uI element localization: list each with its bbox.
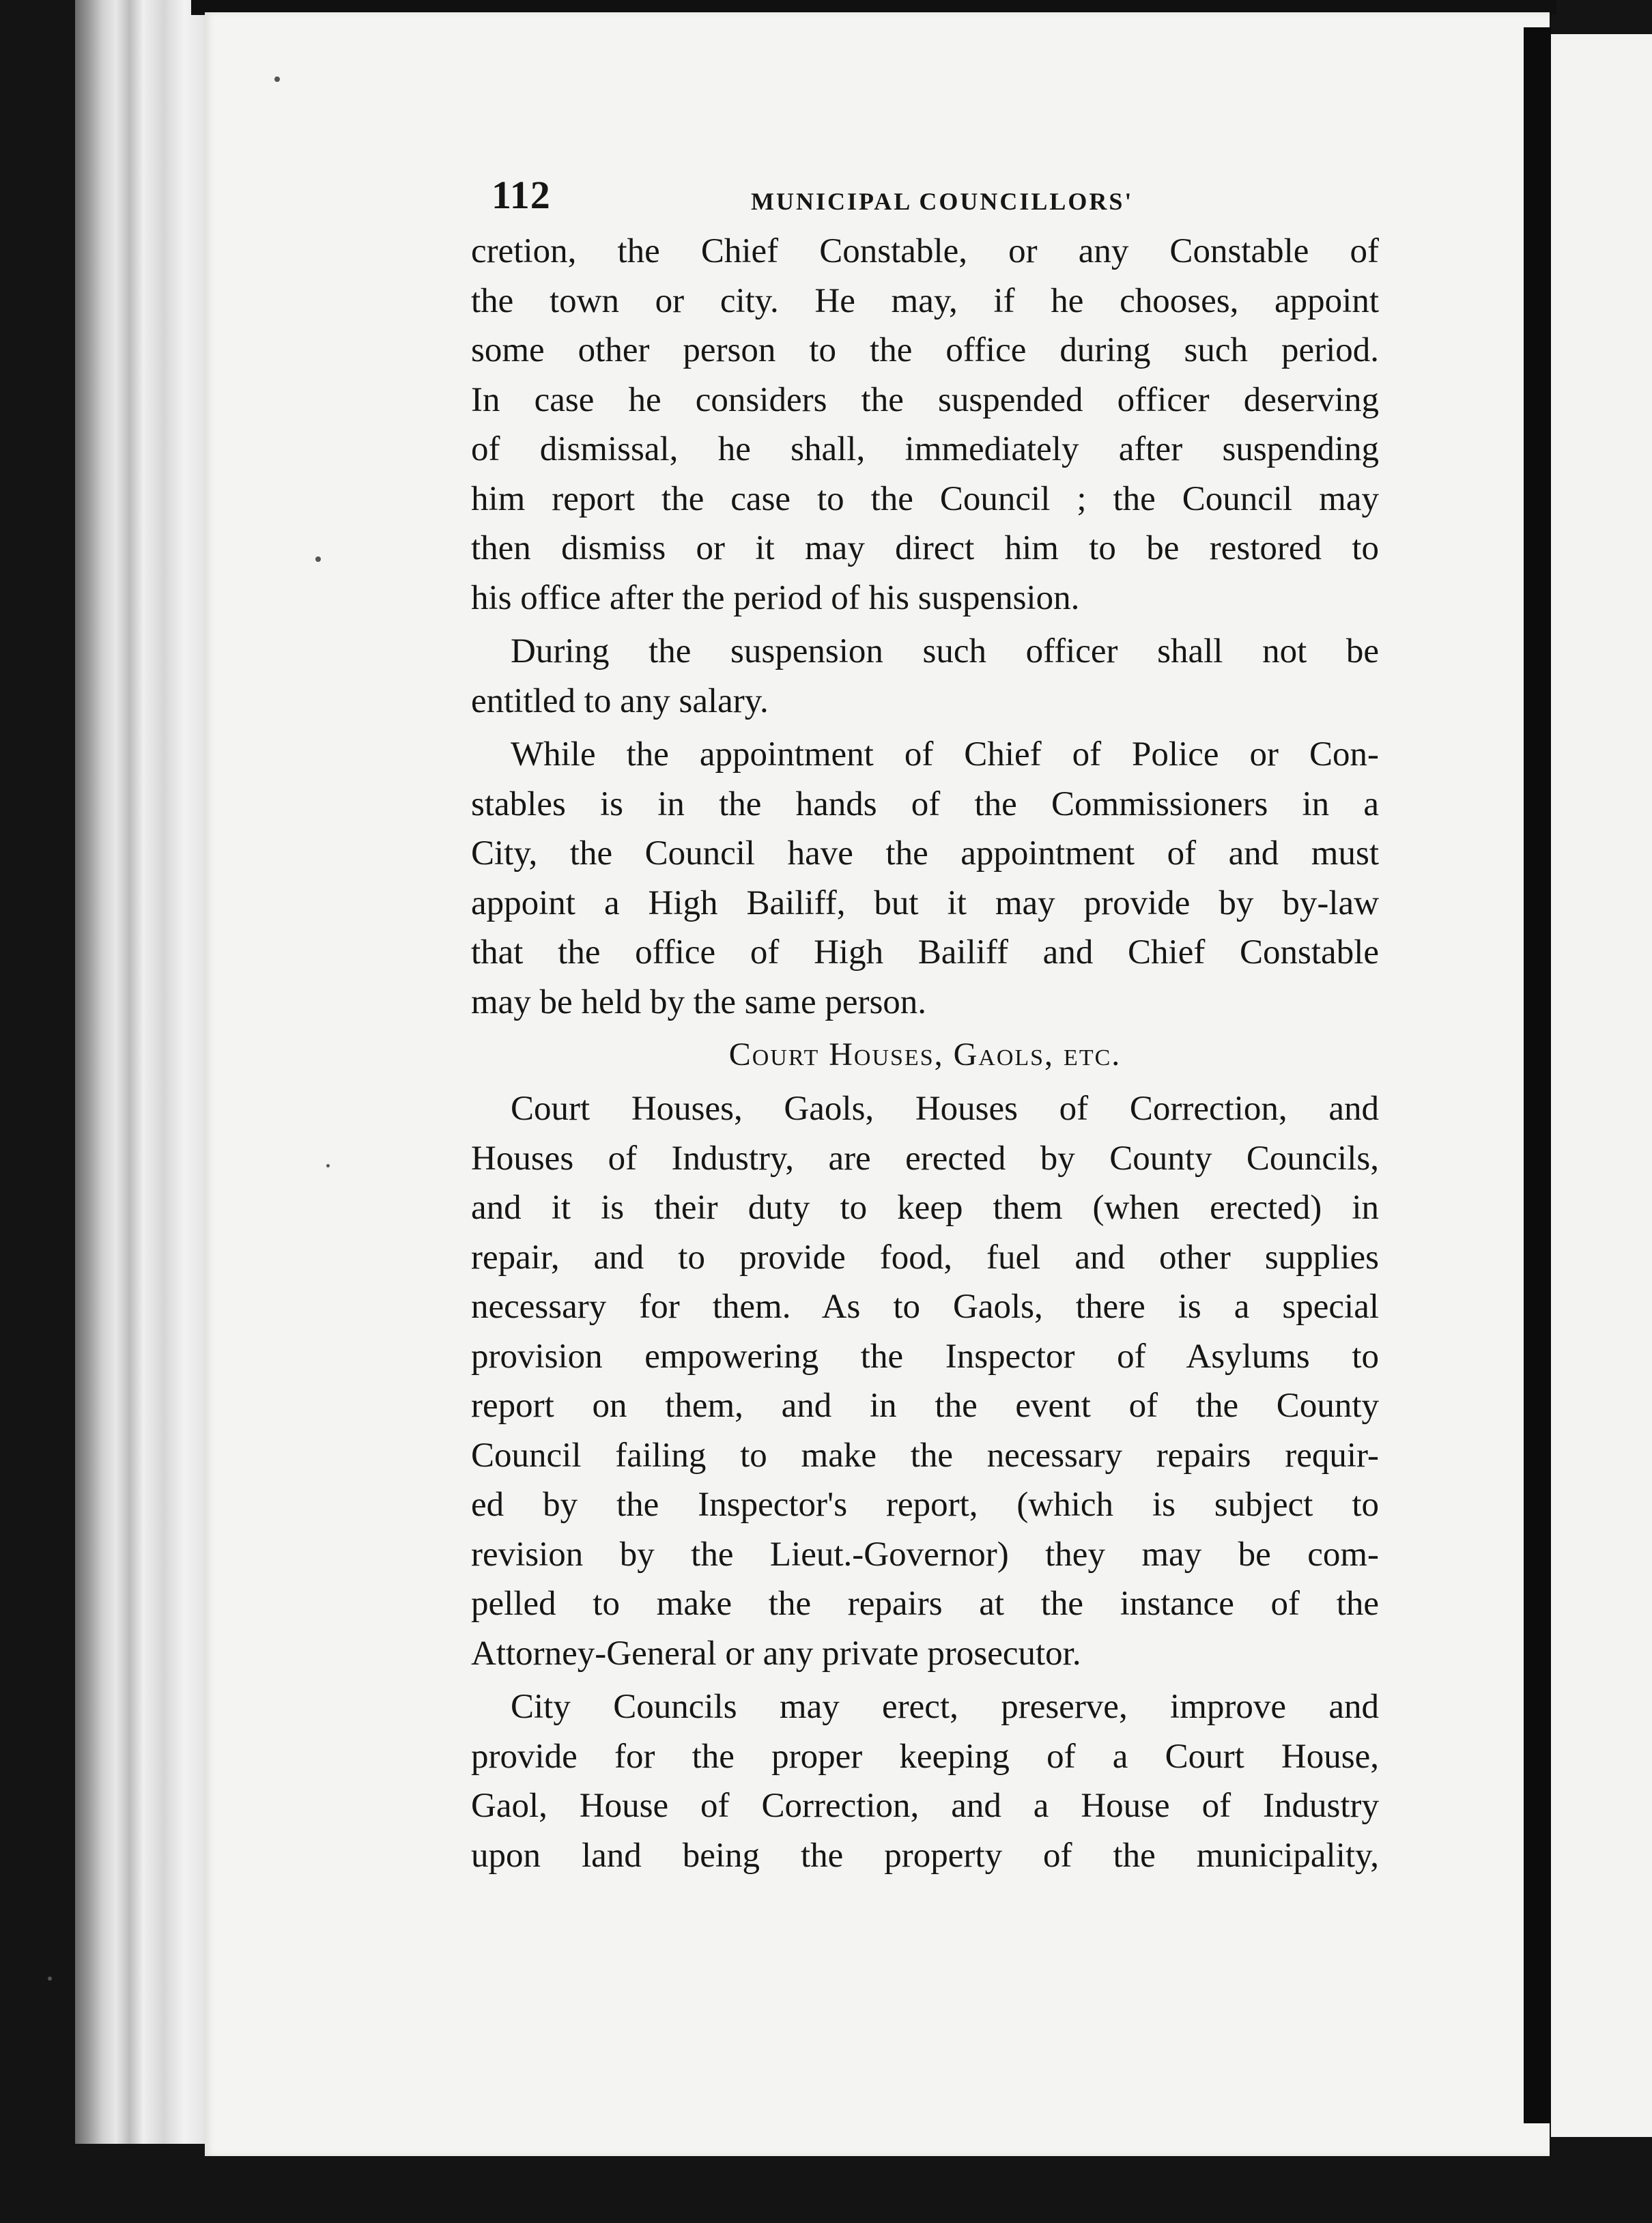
text-line: necessary for them. As to Gaols, there is a special (471, 1288, 1379, 1326)
scan-speck (315, 556, 321, 562)
running-title: MUNICIPAL COUNCILLORS' (751, 188, 1134, 215)
text-line: then dismiss or it may direct him to be restored to (471, 529, 1379, 567)
text-line: During the suspension such officer shall not be (511, 632, 1379, 670)
text-line: Council failing to make the necessary repairs requir- (471, 1436, 1379, 1475)
text-line: entitled to any salary. (471, 681, 769, 720)
page-block-edges (75, 0, 218, 2144)
text-line: appoint a High Bailiff, but it may provide by by-law (471, 883, 1379, 922)
text-line: pelled to make the repairs at the instance of the (471, 1585, 1379, 1623)
text-line: upon land being the property of the municipality, (471, 1836, 1379, 1875)
text-line: Attorney-General or any private prosecutor. (471, 1634, 1081, 1673)
text-line: his office after the period of his suspension. (471, 578, 1080, 617)
paragraph (471, 1682, 1379, 1880)
scan-speck (48, 1977, 52, 1981)
paragraph (471, 627, 1379, 726)
text-line: of dismissal, he shall, immediately after suspending (471, 430, 1379, 468)
text-line: provision empowering the Inspector of Asylums to (471, 1337, 1379, 1376)
scan-speck (274, 76, 280, 82)
text-line: report on them, and in the event of the County (471, 1387, 1379, 1425)
text-line: City, the Council have the appointment of and must (471, 834, 1379, 873)
facing-page-edge (1551, 34, 1652, 2137)
page-number: 112 (492, 173, 551, 217)
text-line: stables is in the hands of the Commissioners in a (471, 784, 1379, 823)
text-line: and it is their duty to keep them (when erected) in (471, 1189, 1379, 1227)
text-line: Houses of Industry, are erected by County Councils, (471, 1139, 1379, 1178)
text-line: revision by the Lieut.-Governor) they may be com- (471, 1535, 1379, 1574)
text-line: cretion, the Chief Constable, or any Constable of (471, 232, 1379, 270)
text-line: some other person to the office during such period. (471, 331, 1379, 369)
text-line: provide for the proper keeping of a Court House, (471, 1737, 1379, 1776)
paragraph (471, 730, 1379, 1027)
text-line: City Councils may erect, preserve, improve and (511, 1688, 1379, 1726)
scan-speck (326, 1164, 330, 1167)
page-text (471, 172, 1379, 1880)
text-line: that the office of High Bailiff and Chief Constable (471, 933, 1379, 972)
text-line: repair, and to provide food, fuel and other supplies (471, 1238, 1379, 1277)
paragraph (471, 1084, 1379, 1678)
paragraph (471, 227, 1379, 623)
text-line: him report the case to the Council ; the Council may (471, 479, 1379, 518)
running-head (471, 172, 1379, 227)
section-heading: Court Houses, Gaols, etc. (728, 1036, 1122, 1073)
book-gutter (1524, 27, 1551, 2123)
text-line: Gaol, House of Correction, and a House of Industry (471, 1787, 1379, 1825)
text-line: may be held by the same person. (471, 982, 927, 1021)
text-line: Court Houses, Gaols, Houses of Correction, and (511, 1090, 1379, 1128)
text-line: While the appointment of Chief of Police or Con- (511, 735, 1379, 774)
text-line: In case he considers the suspended officer deserving (471, 380, 1379, 419)
text-line: the town or city. He may, if he chooses, appoint (471, 281, 1379, 320)
text-line: ed by the Inspector's report, (which is subject to (471, 1486, 1379, 1524)
